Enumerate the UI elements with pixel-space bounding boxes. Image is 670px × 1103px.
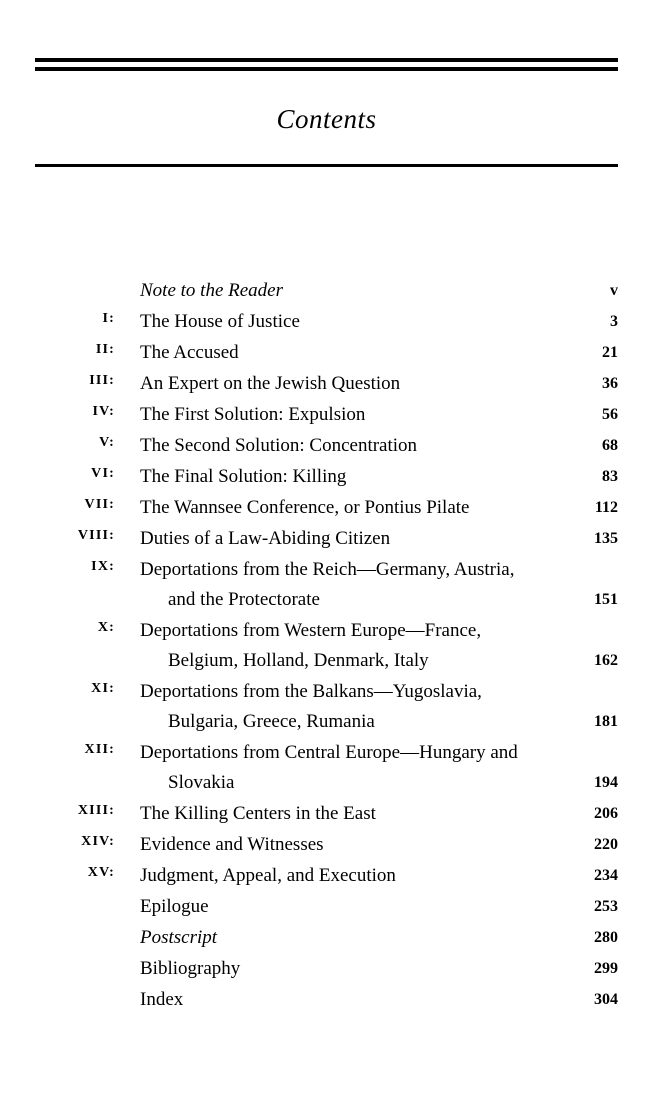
entry-title	[115, 369, 570, 399]
toc-entry[interactable]	[0, 462, 670, 493]
entry-page-number: 68	[602, 437, 618, 454]
toc-entry[interactable]	[0, 677, 670, 738]
entry-title	[115, 738, 570, 798]
toc-entry[interactable]	[0, 830, 670, 861]
chapter-numeral: VII:	[84, 497, 115, 512]
entry-page-number: 135	[594, 530, 618, 547]
entry-title-line: The Wannsee Conference, or Pontius Pilate	[140, 497, 470, 518]
chapter-numeral: XV:	[87, 865, 115, 880]
chapter-numeral: XI:	[91, 681, 115, 696]
entry-title	[115, 307, 570, 337]
entry-title-line: The Accused	[140, 342, 239, 363]
entry-title-continuation: Belgium, Holland, Denmark, Italy	[168, 650, 429, 671]
toc-entry[interactable]	[0, 738, 670, 799]
entry-page-number: 83	[602, 468, 618, 485]
toc-entry[interactable]	[0, 524, 670, 555]
entry-title-line: The Second Solution: Concentration	[140, 435, 418, 456]
entry-title-continuation: and the Protectorate	[168, 589, 320, 610]
chapter-numeral: VIII:	[77, 528, 115, 543]
entry-page-number: 220	[594, 836, 618, 853]
entry-page-number: 56	[602, 406, 618, 423]
chapter-numeral	[0, 954, 115, 958]
chapter-numeral: II:	[95, 342, 115, 357]
page-title: Contents	[276, 104, 377, 134]
chapter-numeral	[0, 985, 115, 989]
page-header	[35, 58, 618, 167]
entry-title-line: Judgment, Appeal, and Execution	[140, 865, 396, 886]
chapter-numeral	[0, 923, 115, 927]
entry-title-continuation: Slovakia	[168, 772, 235, 793]
toc-entry-front-matter[interactable]	[0, 276, 670, 307]
toc-entry-back-matter[interactable]	[0, 954, 670, 985]
entry-page-number: 234	[594, 867, 618, 884]
entry-title-line: The First Solution: Expulsion	[140, 404, 366, 425]
toc-entry[interactable]	[0, 493, 670, 524]
chapter-numeral: VI:	[91, 466, 115, 481]
toc-entry-back-matter[interactable]	[0, 923, 670, 954]
entry-title-line: The House of Justice	[140, 311, 300, 332]
toc-entry[interactable]	[0, 799, 670, 830]
entry-title-line: Deportations from Central Europe—Hungary and	[140, 742, 518, 763]
entry-page-number: 304	[594, 991, 618, 1008]
chapter-numeral	[0, 892, 115, 896]
chapter-numeral: IX:	[91, 559, 115, 574]
entry-title	[115, 400, 570, 430]
entry-page-number: 206	[594, 805, 618, 822]
entry-title-line: Deportations from the Balkans—Yugoslavia,	[140, 681, 482, 702]
entry-page-number: 151	[594, 591, 618, 608]
entry-title-line: Duties of a Law-Abiding Citizen	[140, 528, 391, 549]
table-of-contents	[0, 276, 670, 1016]
chapter-numeral: XIII:	[77, 803, 115, 818]
header-rule-second	[35, 67, 618, 71]
entry-title	[115, 431, 570, 461]
toc-entry-back-matter[interactable]	[0, 985, 670, 1016]
entry-title: Note to the Reader	[140, 280, 283, 301]
entry-title-continuation: Bulgaria, Greece, Rumania	[168, 711, 375, 732]
toc-entry[interactable]	[0, 555, 670, 616]
entry-page-number: 280	[594, 929, 618, 946]
entry-title	[115, 616, 570, 676]
entry-page-number: 299	[594, 960, 618, 977]
entry-page-number: 21	[602, 344, 618, 361]
entry-title: Postscript	[140, 927, 218, 948]
entry-page-number: 112	[594, 499, 618, 516]
entry-title	[115, 524, 570, 554]
chapter-numeral: XII:	[84, 742, 115, 757]
chapter-numeral: I:	[102, 311, 115, 326]
entry-page-number: v	[610, 282, 618, 299]
chapter-numeral: V:	[99, 435, 115, 450]
chapter-numeral: IV:	[92, 404, 115, 419]
entry-title-line: Deportations from the Reich—Germany, Austria,	[140, 559, 515, 580]
entry-title	[115, 830, 570, 860]
entry-title-line: An Expert on the Jewish Question	[140, 373, 401, 394]
back-matter-list	[0, 892, 670, 1016]
entry-title	[115, 462, 570, 492]
entry-title	[115, 338, 570, 368]
chapter-numeral: X:	[97, 620, 115, 635]
entry-page-number: 36	[602, 375, 618, 392]
toc-entry[interactable]	[0, 431, 670, 462]
entry-title	[115, 677, 570, 737]
toc-entry[interactable]	[0, 861, 670, 892]
entry-title	[115, 493, 570, 523]
entry-title-line: Evidence and Witnesses	[140, 834, 324, 855]
toc-entry[interactable]	[0, 369, 670, 400]
chapter-numeral: III:	[89, 373, 115, 388]
toc-entry[interactable]	[0, 616, 670, 677]
entry-page-number: 181	[594, 713, 618, 730]
toc-entry[interactable]	[0, 400, 670, 431]
entry-title: Bibliography	[140, 958, 241, 979]
entry-title: Index	[140, 989, 184, 1010]
toc-entry[interactable]	[0, 338, 670, 369]
entry-page-number: 162	[594, 652, 618, 669]
toc-entry[interactable]	[0, 307, 670, 338]
entry-title	[115, 861, 570, 891]
toc-entry-back-matter[interactable]	[0, 892, 670, 923]
chapter-numeral: XIV:	[81, 834, 115, 849]
entry-title	[115, 799, 570, 829]
entry-title-line: The Killing Centers in the East	[140, 803, 376, 824]
entry-title	[115, 555, 570, 615]
entry-page-number: 3	[610, 313, 618, 330]
entry-page-number: 253	[594, 898, 618, 915]
entry-title-line: Deportations from Western Europe—France,	[140, 620, 482, 641]
entry-page-number: 194	[594, 774, 618, 791]
entry-title-line: The Final Solution: Killing	[140, 466, 347, 487]
header-rule-bottom	[35, 164, 618, 167]
chapter-numeral	[0, 276, 115, 280]
entry-title: Epilogue	[140, 896, 209, 917]
chapter-entry-list	[0, 307, 670, 892]
